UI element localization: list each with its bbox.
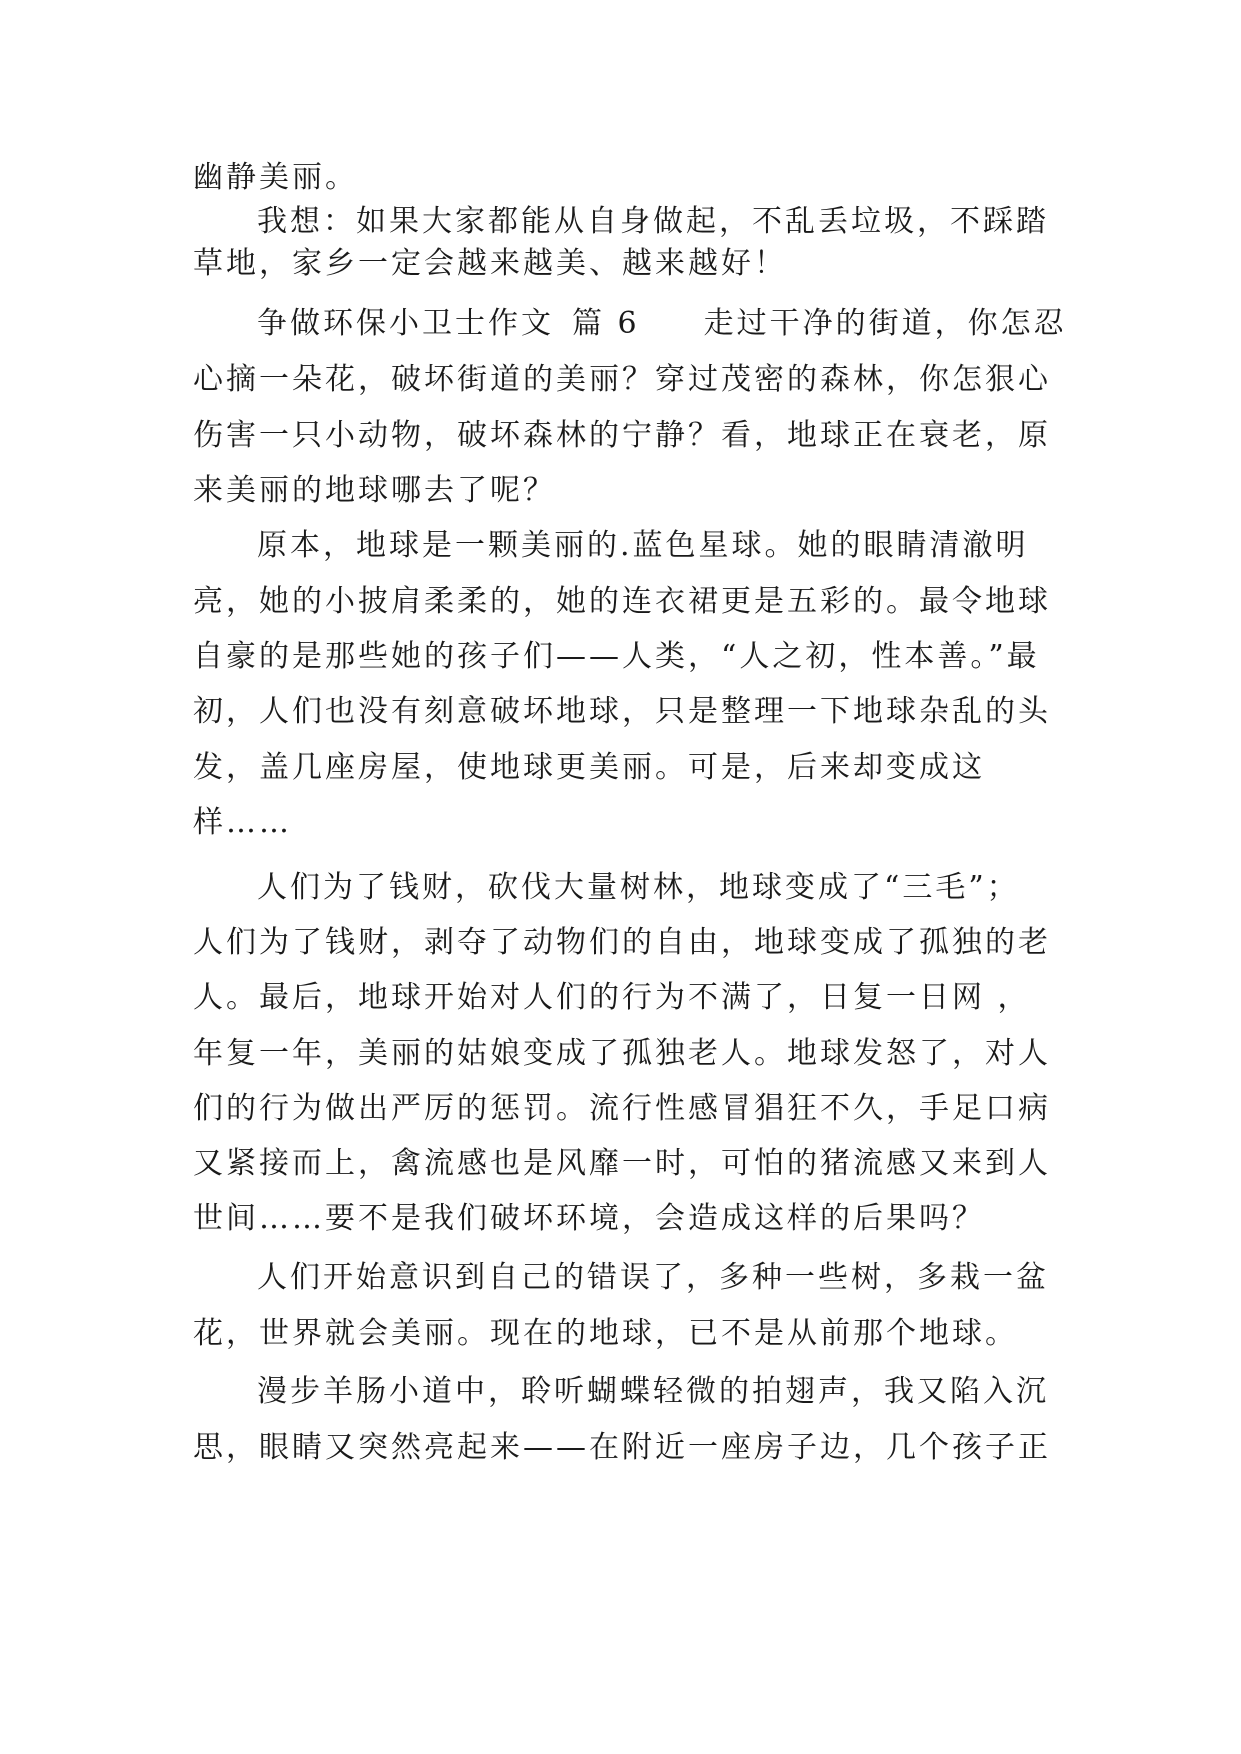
text-line: 伤害一只小动物，破坏森林的宁静？看，地球正在衰老，原 [193, 418, 1051, 453]
text-line: 我想：如果大家都能从自身做起，不乱丢垃圾，不踩踏 [257, 204, 1049, 239]
text-line: 又紧接而上，禽流感也是风靡一时，可怕的猪流感又来到人 [193, 1146, 1051, 1181]
text-line: 原本，地球是一颗美丽的.蓝色星球。她的眼睛清澈明 [257, 528, 1029, 563]
heading-line [257, 304, 1067, 344]
text-line: 思，眼睛又突然亮起来——在附近一座房子边，几个孩子正 [193, 1430, 1051, 1465]
text-line: 走过干净的街道，你怎忍 [703, 306, 1067, 341]
text-line: 亮，她的小披肩柔柔的，她的连衣裙更是五彩的。最令地球 [193, 584, 1051, 619]
essay-heading: 争做环保小卫士作文 [257, 306, 554, 341]
text-line: 幽静美丽。 [193, 160, 358, 195]
section-label: 篇 6 [572, 306, 640, 341]
text-line: 们的行为做出严厉的惩罚。流行性感冒猖狂不久，手足口病 [193, 1091, 1051, 1126]
text-line: 人们为了钱财，砍伐大量树林，地球变成了“三毛”； [257, 870, 1020, 905]
text-line: 初，人们也没有刻意破坏地球，只是整理一下地球杂乱的头 [193, 694, 1051, 729]
text-line: 人。最后，地球开始对人们的行为不满了，日复一日网 ， [193, 980, 1031, 1015]
text-line: 草地，家乡一定会越来越美、越来越好！ [193, 246, 787, 281]
text-line: 人们开始意识到自己的错误了，多种一些树，多栽一盆 [257, 1260, 1049, 1295]
text-line: 心摘一朵花，破坏街道的美丽？穿过茂密的森林，你怎狠心 [193, 362, 1051, 397]
text-line: 人们为了钱财，剥夺了动物们的自由，地球变成了孤独的老 [193, 925, 1051, 960]
text-line: 来美丽的地球哪去了呢？ [193, 473, 556, 508]
text-line: 漫步羊肠小道中，聆听蝴蝶轻微的拍翅声，我又陷入沉 [257, 1374, 1049, 1409]
text-line: 花，世界就会美丽。现在的地球，已不是从前那个地球。 [193, 1316, 1018, 1351]
text-line: 世间……要不是我们破坏环境，会造成这样的后果吗？ [193, 1201, 985, 1236]
text-line: 样…… [193, 805, 292, 840]
text-line: 年复一年，美丽的姑娘变成了孤独老人。地球发怒了，对人 [193, 1036, 1051, 1071]
text-line: 自豪的是那些她的孩子们——人类，“人之初，性本善。”最 [193, 639, 1040, 674]
text-line: 发，盖几座房屋，使地球更美丽。可是，后来却变成这 [193, 750, 985, 785]
